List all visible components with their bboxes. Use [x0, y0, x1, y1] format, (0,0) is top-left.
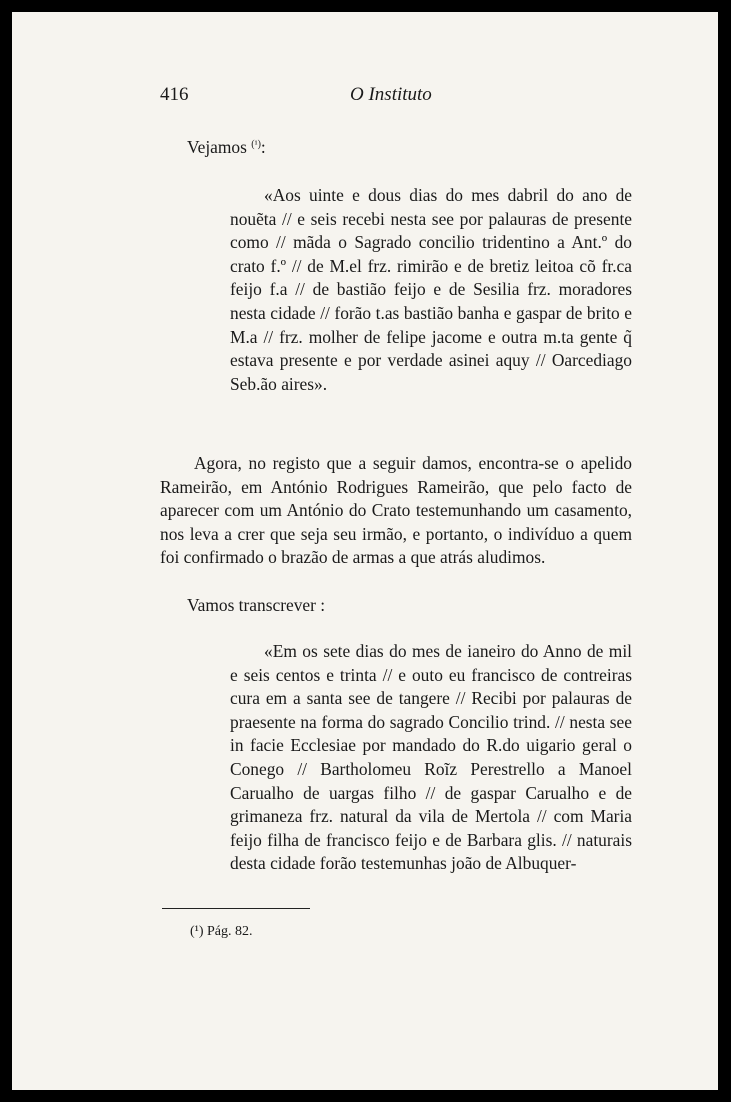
quotation-2-text: «Em os sete dias do mes de ianeiro do Anno de mil e seis centos e trinta // e outo eu francisco de contreiras cura em a santa see de tangere // Recibi por palauras de praesente na forma do sagrado Concilio trind. // nesta see in facie Ecclesiae por mandado do R.do uigario geral o Conego // Bartholomeu Roĩz Perestrello a Manoel Carualho de uargas filho // de gaspar Carualho e de grimaneza frz. natural da vila de Mertola // com Maria feijo filha de francisco feijo e de Barbara glis. // naturais desta cidade forão testemunhas joão de Albuquer- — [230, 641, 632, 874]
transition-line — [187, 594, 607, 618]
quotation-2 — [230, 640, 632, 876]
footnote: (¹) Pág. 82. — [190, 924, 253, 939]
body-paragraph-text: Agora, no registo que a seguir damos, encontra-se o apelido Rameirão, em António Rodrigues Rameirão, que pelo facto de aparecer com um António do Crato testemunhando um casamento, nos leva a crer que seja seu irmão, e portanto, o indivíduo a quem foi confirmado o brazão de armas a que atrás aludimos. — [160, 453, 632, 568]
page-header — [160, 84, 590, 114]
footnote-reference: (¹) — [251, 139, 261, 150]
body-paragraph — [160, 452, 632, 570]
intro-text: Vejamos — [187, 137, 247, 157]
page-number: 416 — [160, 84, 189, 105]
intro-colon: : — [260, 137, 266, 157]
quotation-1-text: «Aos uinte e dous dias do mes dabril do ano de nouẽta // e seis recebi nesta see por palauras de presente como // mãda o Sagrado concilio tridentino a Ant.º do crato f.º // de M.el frz. rimirão e de bretiz leitoa cõ fr.ca feijo f.a // de bastião feijo e de Sesilia frz. moradores nesta cidade // forão t.as bastião banha e gaspar de brito e M.a // frz. molher de felipe jacome e outra m.ta gente q̃ estava presente e por verdade asinei aquy // Oarcediago Seb.ão aires». — [230, 185, 632, 394]
running-title: O Instituto — [350, 84, 432, 105]
transition-text: Vamos transcrever : — [187, 595, 326, 615]
footnote-divider — [162, 908, 310, 909]
quotation-1 — [230, 184, 632, 396]
book-page — [12, 12, 718, 1090]
intro-line — [187, 136, 607, 160]
